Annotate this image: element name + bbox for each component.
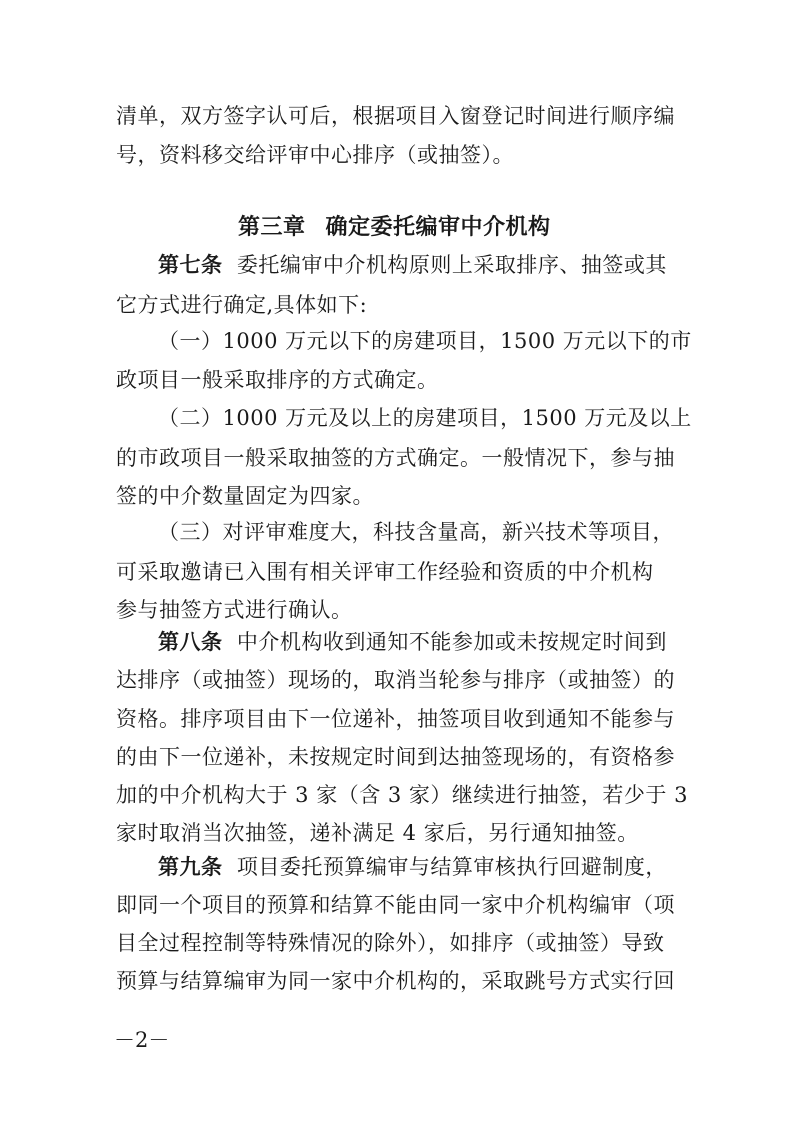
text-line: 资格。排序项目由下一位递补，抽签项目收到通知不能参与 <box>116 707 675 731</box>
text-line: 它方式进行确定,具体如下: <box>116 293 368 317</box>
chapter-label: 第三章 <box>238 214 306 240</box>
article-9-text: 项目委托预算编审与结算审核执行回避制度， <box>236 855 667 879</box>
item-3-line: （三）对评审难度大，科技含量高，新兴技术等项目， <box>158 520 674 544</box>
text-line: 签的中介数量固定为四家。 <box>116 484 374 508</box>
page-number: －2－ <box>114 1028 170 1052</box>
text-line: 即同一个项目的预算和结算不能由同一家中介机构编审（项 <box>116 893 675 917</box>
text-line: 的由下一位递补，未按规定时间到达抽签现场的，有资格参 <box>116 745 675 769</box>
text-line: 家时取消当次抽签，递补满足 4 家后，另行通知抽签。 <box>116 821 639 845</box>
text-line: 参与抽签方式进行确认。 <box>116 598 353 622</box>
text-line: 清单，双方签字认可后，根据项目入窗登记时间进行顺序编 <box>116 104 675 128</box>
article-7-first-line <box>158 253 667 277</box>
article-7-label: 第七条 <box>158 252 223 277</box>
text-line: 可采取邀请已入围有相关评审工作经验和资质的中介机构 <box>116 560 654 584</box>
article-8-text: 中介机构收到通知不能参加或未按规定时间到 <box>236 630 667 654</box>
text-line: 政项目一般采取排序的方式确定。 <box>116 368 439 392</box>
text-line: 号，资料移交给评审中心排序（或抽签）。 <box>116 143 514 167</box>
item-1-line: （一）1000 万元以下的房建项目，1500 万元以下的市 <box>158 329 692 353</box>
text-line: 加的中介机构大于 3 家（含 3 家）继续进行抽签，若少于 3 <box>116 783 688 807</box>
article-9-first-line <box>158 855 667 879</box>
article-9-label: 第九条 <box>158 854 223 879</box>
text-line: 目全过程控制等特殊情况的除外），如排序（或抽签）导致 <box>116 931 665 955</box>
text-line: 预算与结算编审为同一家中介机构的，采取跳号方式实行回 <box>116 969 675 993</box>
chapter-title: 确定委托编审中介机构 <box>325 214 551 240</box>
article-8-label: 第八条 <box>158 629 223 654</box>
chapter-heading <box>238 215 551 239</box>
text-line: 达排序（或抽签）现场的，取消当轮参与排序（或抽签）的 <box>116 668 675 692</box>
item-2-line: （二）1000 万元及以上的房建项目，1500 万元及以上 <box>158 406 692 430</box>
article-7-text: 委托编审中介机构原则上采取排序、抽签或其 <box>236 253 667 277</box>
text-line: 的市政项目一般采取抽签的方式确定。一般情况下，参与抽 <box>116 446 675 470</box>
article-8-first-line <box>158 630 667 654</box>
